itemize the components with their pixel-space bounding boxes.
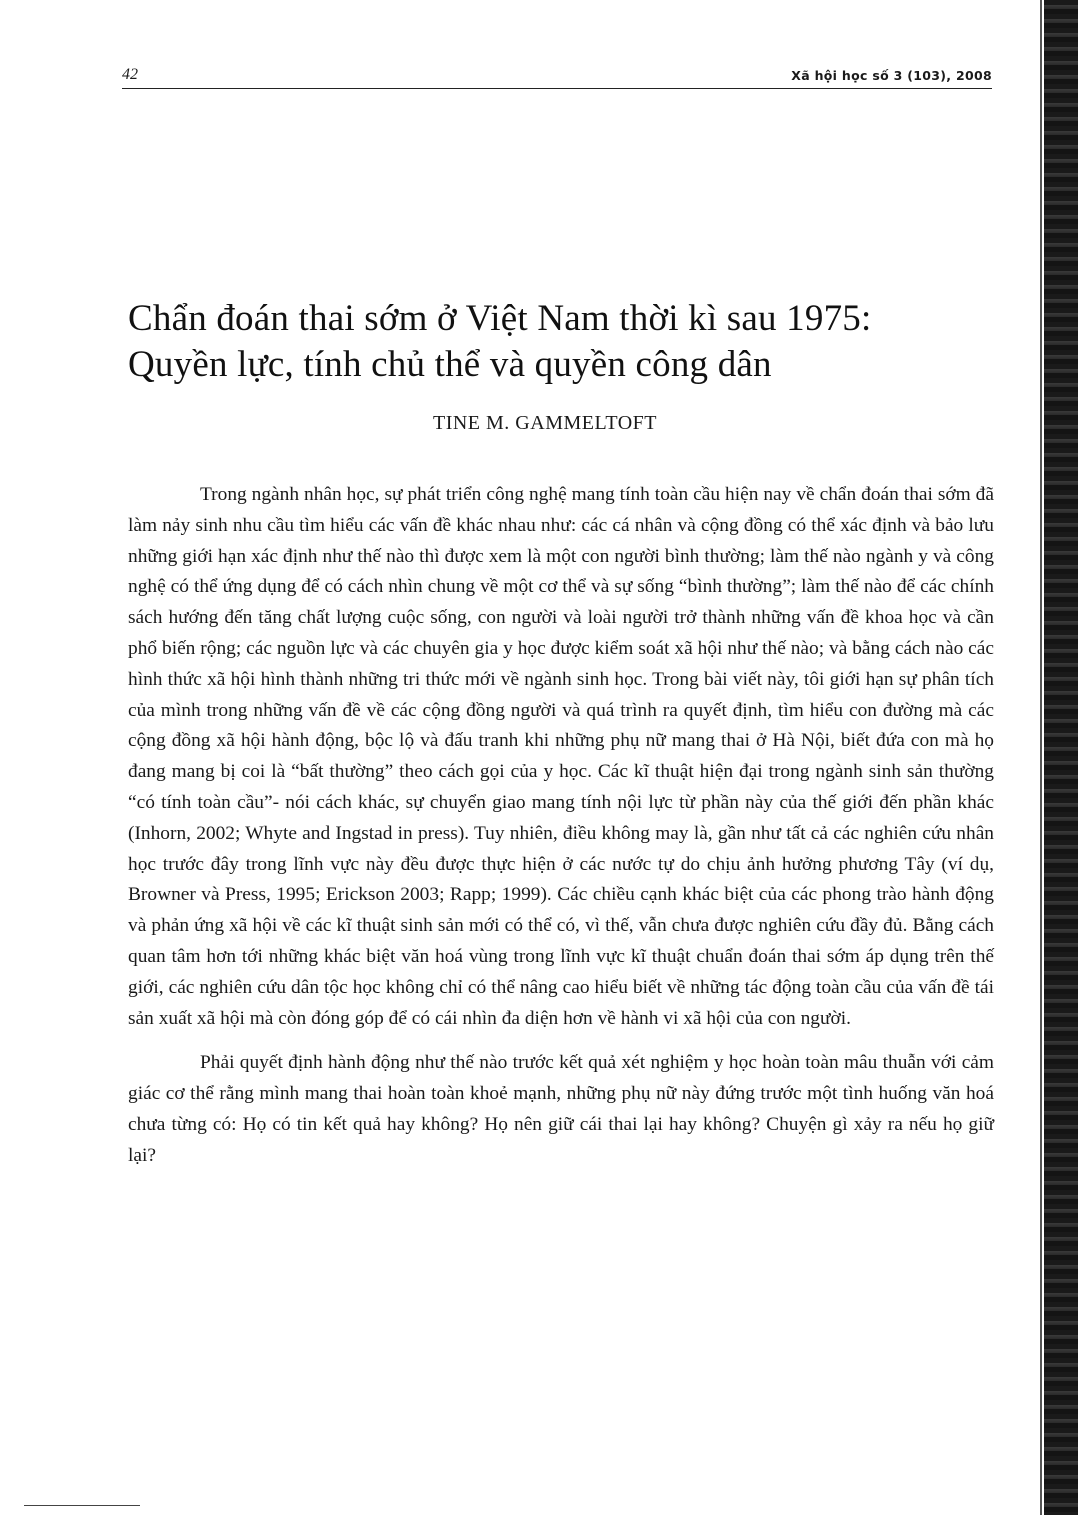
scan-bottom-mark: [24, 1505, 84, 1506]
title-line-2: Quyền lực, tính chủ thể và quyền công dân: [128, 344, 772, 385]
running-header: [122, 66, 992, 89]
article-body: [128, 480, 994, 1186]
title-line-1: Chẩn đoán thai sớm ở Việt Nam thời kì sau 1975:: [128, 298, 872, 339]
article-title: [128, 296, 998, 388]
page-number: 42: [122, 66, 138, 83]
author-name: TINE M. GAMMELTOFT: [432, 412, 657, 434]
scan-edge-shadow: [1040, 0, 1080, 1515]
scan-edge-line: [1040, 0, 1042, 1515]
journal-reference: Xã hội học số 3 (103), 2008: [791, 68, 992, 83]
scan-bottom-mark: [84, 1505, 140, 1506]
body-paragraph-2: Phải quyết định hành động như thế nào trước kết quả xét nghiệm y học hoàn toàn mâu thuẫn với cảm giác cơ thể rằng mình mang thai hoàn toàn khoẻ mạnh, những phụ nữ này đứng trước một tình huống văn hoá chưa từng có: Họ có tin kết quả hay không? Họ nên giữ cái thai lại hay không? Chuyện gì xảy ra nếu họ giữ lại?: [128, 1052, 994, 1166]
scan-edge-bar: [1044, 0, 1078, 1515]
body-paragraph-1: Trong ngành nhân học, sự phát triển công nghệ mang tính toàn cầu hiện nay về chẩn đoán thai sớm đã làm nảy sinh nhu cầu tìm hiểu các vấn đề khác nhau như: các cá nhân và cộng đồng có thể xác định và bảo lưu những giới hạn xác định như thế nào thì được xem là một con người bình thường; làm thế nào ngành y và công nghệ có thể ứng dụng để có cách nhìn chung về một cơ thể và sự sống “bình thường”; làm thế nào để các chính sách hướng đến tăng chất lượng cuộc sống, con người và loài người trở thành những vấn đề khoa học và cần phổ biến rộng; các nguồn lực và các chuyên gia y học được kiểm soát xã hội như thế nào; và bằng cách nào các hình thức xã hội hình thành những tri thức mới về ngành sinh học. Trong bài viết này, tôi giới hạn sự phân tích của mình trong những vấn đề về các cộng đồng người và quá trình ra quyết định, tìm hiểu con đường mà các cộng đồng xã hội hành động, bộc lộ và đấu tranh khi những phụ nữ mang thai ở Hà Nội, biết đứa con mà họ đang mang bị coi là “bất thường” theo cách gọi của y học. Các kĩ thuật hiện đại trong ngành sinh sản thường “có tính toàn cầu”- nói cách khác, sự chuyển giao mang tính nội lực từ phần này của thế giới đến phần khác (Inhorn, 2002; Whyte and Ingstad in press). Tuy nhiên, điều không may là, gần như tất cả các nghiên cứu nhân học trước đây trong lĩnh vực này đều được thực hiện ở các nước tự do chịu ảnh hưởng phương Tây (ví dụ, Browner và Press, 1995; Erickson 2003; Rapp; 1999). Các chiều cạnh khác biệt của các phong trào hành động và phản ứng xã hội về các kĩ thuật sinh sản mới có thể có, vì thế, vẫn chưa được nghiên cứu đầy đủ. Bằng cách quan tâm hơn tới những khác biệt văn hoá vùng trong lĩnh vực kĩ thuật chuẩn đoán thai sớm áp dụng trên thế giới, các nghiên cứu dân tộc học không chỉ có thể nâng cao hiểu biết về những tác động toàn cầu của vấn đề tái sản xuất xã hội mà còn đóng góp để có cái nhìn đa diện hơn về hành vi xã hội của con người.: [128, 484, 994, 1029]
